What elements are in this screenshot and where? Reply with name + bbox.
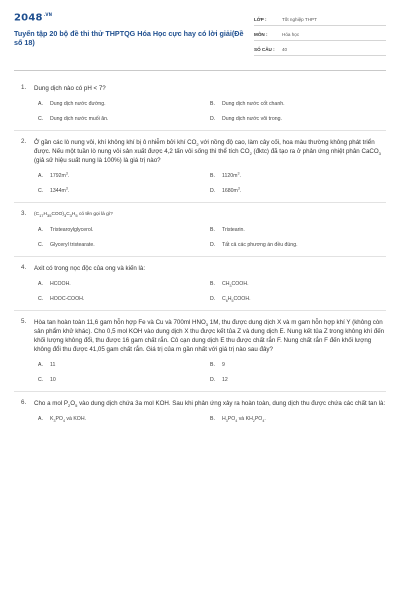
option-letter: D. — [210, 377, 216, 383]
option-letter: B. — [210, 173, 215, 179]
option-letter: C. — [38, 296, 44, 302]
answer-option[interactable] — [210, 188, 390, 194]
question-item — [14, 264, 386, 302]
option-letter: B. — [210, 362, 215, 368]
question-number: 5. — [21, 318, 27, 325]
question-text: Axit có trong nọc độc của ong và kiến là: — [34, 265, 146, 272]
question-number: 3. — [21, 210, 27, 217]
option-letter: A. — [38, 281, 43, 287]
answer-option[interactable] — [210, 281, 390, 287]
answer-options — [38, 362, 386, 383]
meta-question-count: SỐ CÂU : 40 — [254, 44, 386, 56]
option-letter: C. — [38, 116, 44, 122]
option-text: Dung dịch nước muối ăn. — [50, 116, 109, 122]
question-item — [14, 138, 386, 194]
question-item — [14, 318, 386, 383]
answer-option[interactable] — [210, 362, 390, 368]
answer-option[interactable] — [38, 173, 210, 179]
option-letter: B. — [210, 416, 215, 422]
option-letter: D. — [210, 242, 216, 248]
question-item — [14, 84, 386, 122]
header-divider — [14, 70, 386, 71]
option-letter: A. — [38, 227, 43, 233]
question-number: 1. — [21, 84, 27, 91]
answer-option[interactable] — [38, 281, 210, 287]
answer-option[interactable] — [210, 116, 390, 122]
question-divider — [14, 202, 386, 203]
option-letter: A. — [38, 101, 43, 107]
answer-option[interactable] — [210, 377, 390, 383]
option-letter: A. — [38, 362, 43, 368]
option-text: 9 — [222, 362, 225, 368]
answer-options — [38, 173, 386, 194]
page-header — [14, 12, 386, 56]
option-text: $K_3PO_4$ và KOH. — [50, 416, 87, 424]
option-letter: A. — [38, 173, 43, 179]
option-text: Dung dịch nước cốt chanh. — [222, 101, 285, 107]
answer-option[interactable] — [210, 227, 390, 233]
option-text: $1792m^3$. — [50, 171, 70, 179]
option-letter: C. — [38, 377, 44, 383]
option-letter: D. — [210, 188, 216, 194]
question-list — [14, 84, 386, 422]
answer-option[interactable] — [210, 296, 390, 302]
question-number: 6. — [21, 399, 27, 406]
answer-option[interactable] — [38, 227, 210, 233]
option-text: 10 — [50, 377, 56, 383]
option-letter: C. — [38, 242, 44, 248]
option-letter: D. — [210, 296, 216, 302]
answer-option[interactable] — [38, 362, 210, 368]
option-text: Dung dịch nước đường. — [50, 101, 106, 107]
question-text: Dung dịch nào có pH < 7? — [34, 85, 106, 92]
option-text: Tristearin. — [222, 227, 245, 233]
answer-option[interactable] — [38, 296, 210, 302]
question-number: 2. — [21, 138, 27, 145]
answer-option[interactable] — [210, 101, 390, 107]
option-letter: C. — [38, 188, 44, 194]
answer-option[interactable] — [210, 416, 390, 422]
question-text: Hòa tan hoàn toàn 11,6 gam hỗn hợp Fe và Cu và 700ml $HNO_3$ 1M, thu được dung dịch X và m gam hỗn hợp khí Y (không còn sản phẩm khử khác). Cho 0,5 mol KOH vào dung dịch X thu được kết tủa Z và dung dịch E. Nung kết tủa Z trong không khí đến khối lượng không đổi, thu được 16 gam chất rắn. Cô cạn dung dịch E thu được chất rắn F. Nung chất rắn F đến khối lượng không đổi thu được 41,05 gam chất rắn. Giá trị của m gần nhất với giá trị nào sau đây? — [34, 319, 385, 353]
option-text: $1344m^3$. — [50, 186, 70, 194]
question-item — [14, 210, 386, 248]
document-title: Tuyển tập 20 bộ đề thi thử THPTQG Hóa Học cực hay có lời giải(Đề số 18) — [14, 29, 244, 48]
question-divider — [14, 391, 386, 392]
answer-option[interactable] — [38, 416, 210, 422]
exam-meta — [254, 14, 386, 56]
option-text: HOOC-COOH. — [50, 296, 85, 302]
option-text: $1120m^3$. — [222, 171, 241, 179]
option-letter: D. — [210, 116, 216, 122]
answer-option[interactable] — [210, 242, 390, 248]
option-text: $1680m^3$. — [222, 186, 242, 194]
site-logo[interactable]: $2048^{.VN}$ — [14, 12, 53, 24]
meta-class: LỚP : Tốt nghiệp THPT — [254, 14, 386, 26]
question-text: $(C_{17}H_{35}COO)_3C_3H_5$ có tên gọi là gì? — [34, 212, 113, 218]
option-letter: B. — [210, 101, 215, 107]
answer-options — [38, 416, 386, 422]
option-text: $CH_3COOH$. — [222, 281, 249, 289]
option-text: $H_3PO_4$ và $KH_2PO_4$. — [222, 416, 266, 424]
answer-options — [38, 281, 386, 302]
question-divider — [14, 310, 386, 311]
answer-options — [38, 101, 386, 122]
option-letter: A. — [38, 416, 43, 422]
option-letter: B. — [210, 227, 215, 233]
option-text: 11 — [50, 362, 56, 368]
answer-option[interactable] — [38, 101, 210, 107]
option-text: 12 — [222, 377, 228, 383]
option-text: HCOOH. — [50, 281, 71, 287]
question-divider — [14, 256, 386, 257]
option-letter: B. — [210, 281, 215, 287]
question-text: Ở gần các lò nung vôi, khí không khí bị ô nhiễm bởi khí $CO_2$ với nồng độ cao, làm cây cối, hoa màu thường không phát triển được. Nếu một tuần lò nung vôi sản xuất được 4,2 tấn vôi sống thì thể tích $CO_2$ (đktc) đã tạo ra ở phản ứng nhiệt phân CaCO$_3$ (giả sử hiệu suất nung là 100%) là giá trị nào? — [34, 139, 381, 164]
answer-option[interactable] — [38, 188, 210, 194]
question-item — [14, 399, 386, 422]
meta-subject: MÔN : Hóa học — [254, 29, 386, 41]
question-text: Cho a mol $P_2O_5$ vào dung dịch chứa 3a mol KOH. Sau khi phản ứng xảy ra hoàn toàn, dung dịch thu được chứa các chất tan là: — [34, 400, 386, 409]
option-text: Tất cả các phương án đều đúng. — [222, 242, 298, 248]
option-text: $C_6H_5COOH$. — [222, 296, 251, 304]
question-number: 4. — [21, 264, 27, 271]
question-divider — [14, 130, 386, 131]
answer-option[interactable] — [38, 377, 210, 383]
answer-option[interactable] — [210, 173, 390, 179]
option-text: Glyceryl tristearate. — [50, 242, 95, 248]
option-text: Dung dịch nước vôi trong. — [222, 116, 282, 122]
answer-option[interactable] — [38, 116, 210, 122]
answer-option[interactable] — [38, 242, 210, 248]
option-text: Tristearoylglycerol. — [50, 227, 94, 233]
answer-options — [38, 227, 386, 248]
